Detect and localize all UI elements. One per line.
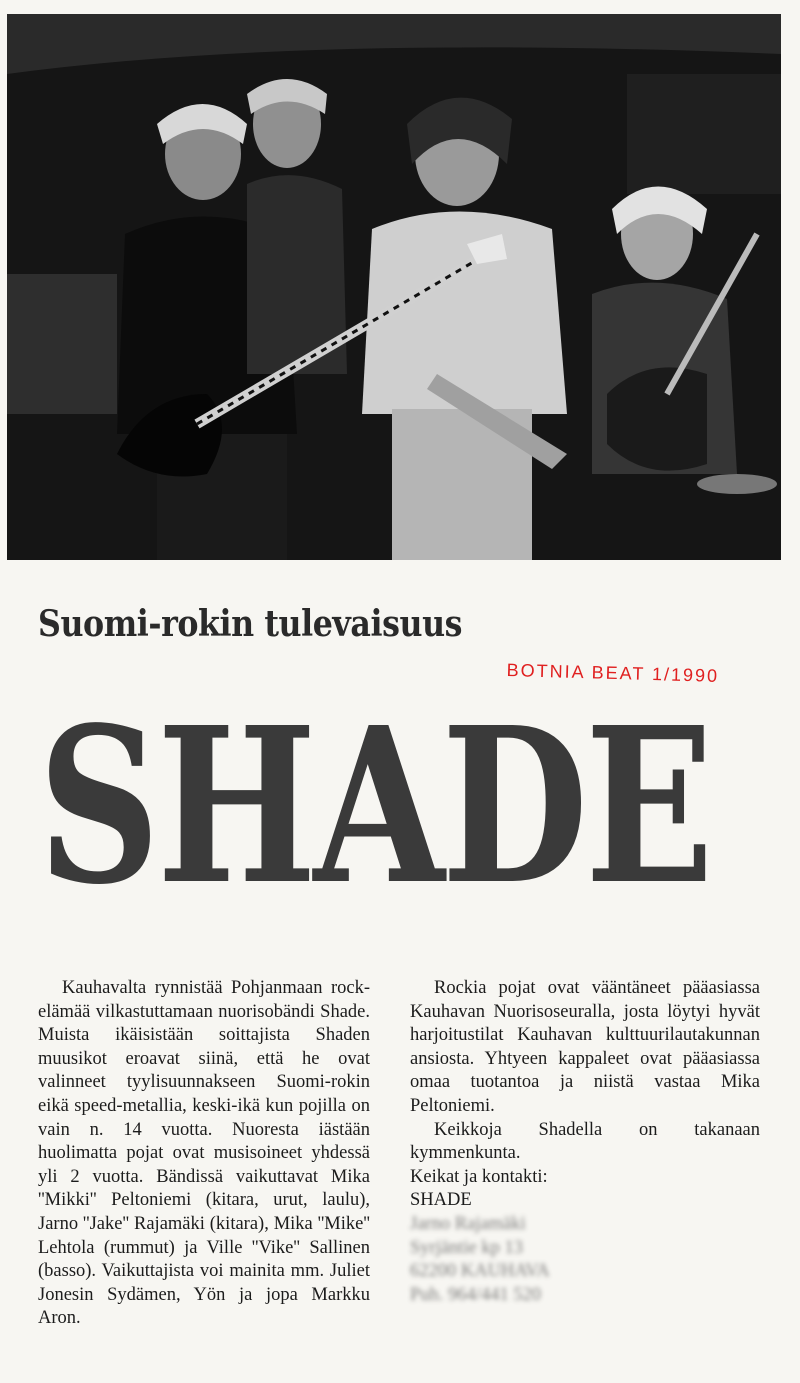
contact-person: Jarno Rajamäki (410, 1213, 526, 1234)
contact-heading: Keikat ja kontakti: (410, 1166, 548, 1187)
article-paragraph: Kauhavalta rynnistää Pohjanmaan rock-elämää vilkastuttamaan nuorisobändi Shade. Muista ikäisistään soittajista Shaden muusikot eroavat siinä, että he ovat valinneet tyylisuunnakseen Suomi-rokin eikä speed-metallia, keski-ikä kun pojilla on vain n. 14 vuotta. Nuoresta iästään huolimatta pojat ovat musisoineet yhdessä yli 2 vuotta. Bändissä vaikuttavat Mika ''Mikki'' Peltoniemi (kitara, urut, laulu), Jarno ''Jake'' Rajamäki (kitara), Mika ''Mike'' Lehtola (rummut) ja Ville ''Vike'' Sallinen (basso). Vaikuttajista voi mainita mm. Juliet Jonesin Sydämen, Yön ja jopa Markku Aron. (38, 978, 370, 1329)
contact-block (410, 1166, 760, 1308)
source-tag: BOTNIA BEAT 1/1990 (506, 660, 720, 686)
article-paragraph: Rockia pojat ovat vääntäneet pääasiassa Kauhavan Nuorisoseuralla, josta löytyi hyvät harjoitustilat Kauhavan kulttuurilautakunnan ansiosta. Yhtyeen kappaleet ovat pääasiassa omaa tuotantoa ja niistä vastaa Mika Peltoniemi. (410, 978, 760, 1116)
contact-name: SHADE (410, 1190, 472, 1211)
article-column-right (410, 977, 760, 1307)
band-name-title: SHADE (38, 681, 711, 932)
band-photo (7, 14, 781, 560)
band-photo-illustration (7, 14, 781, 560)
contact-city: 62200 KAUHAVA (410, 1261, 550, 1282)
article-paragraph: Keikkoja Shadella on takanaan kymmenkunta. (410, 1119, 760, 1164)
contact-phone: Puh. 964/441 520 (410, 1284, 542, 1305)
article-column-left (38, 977, 370, 1331)
contact-street: Syrjäntie kp 13 (410, 1237, 524, 1258)
article-headline: Suomi-rokin tulevaisuus (38, 603, 463, 645)
